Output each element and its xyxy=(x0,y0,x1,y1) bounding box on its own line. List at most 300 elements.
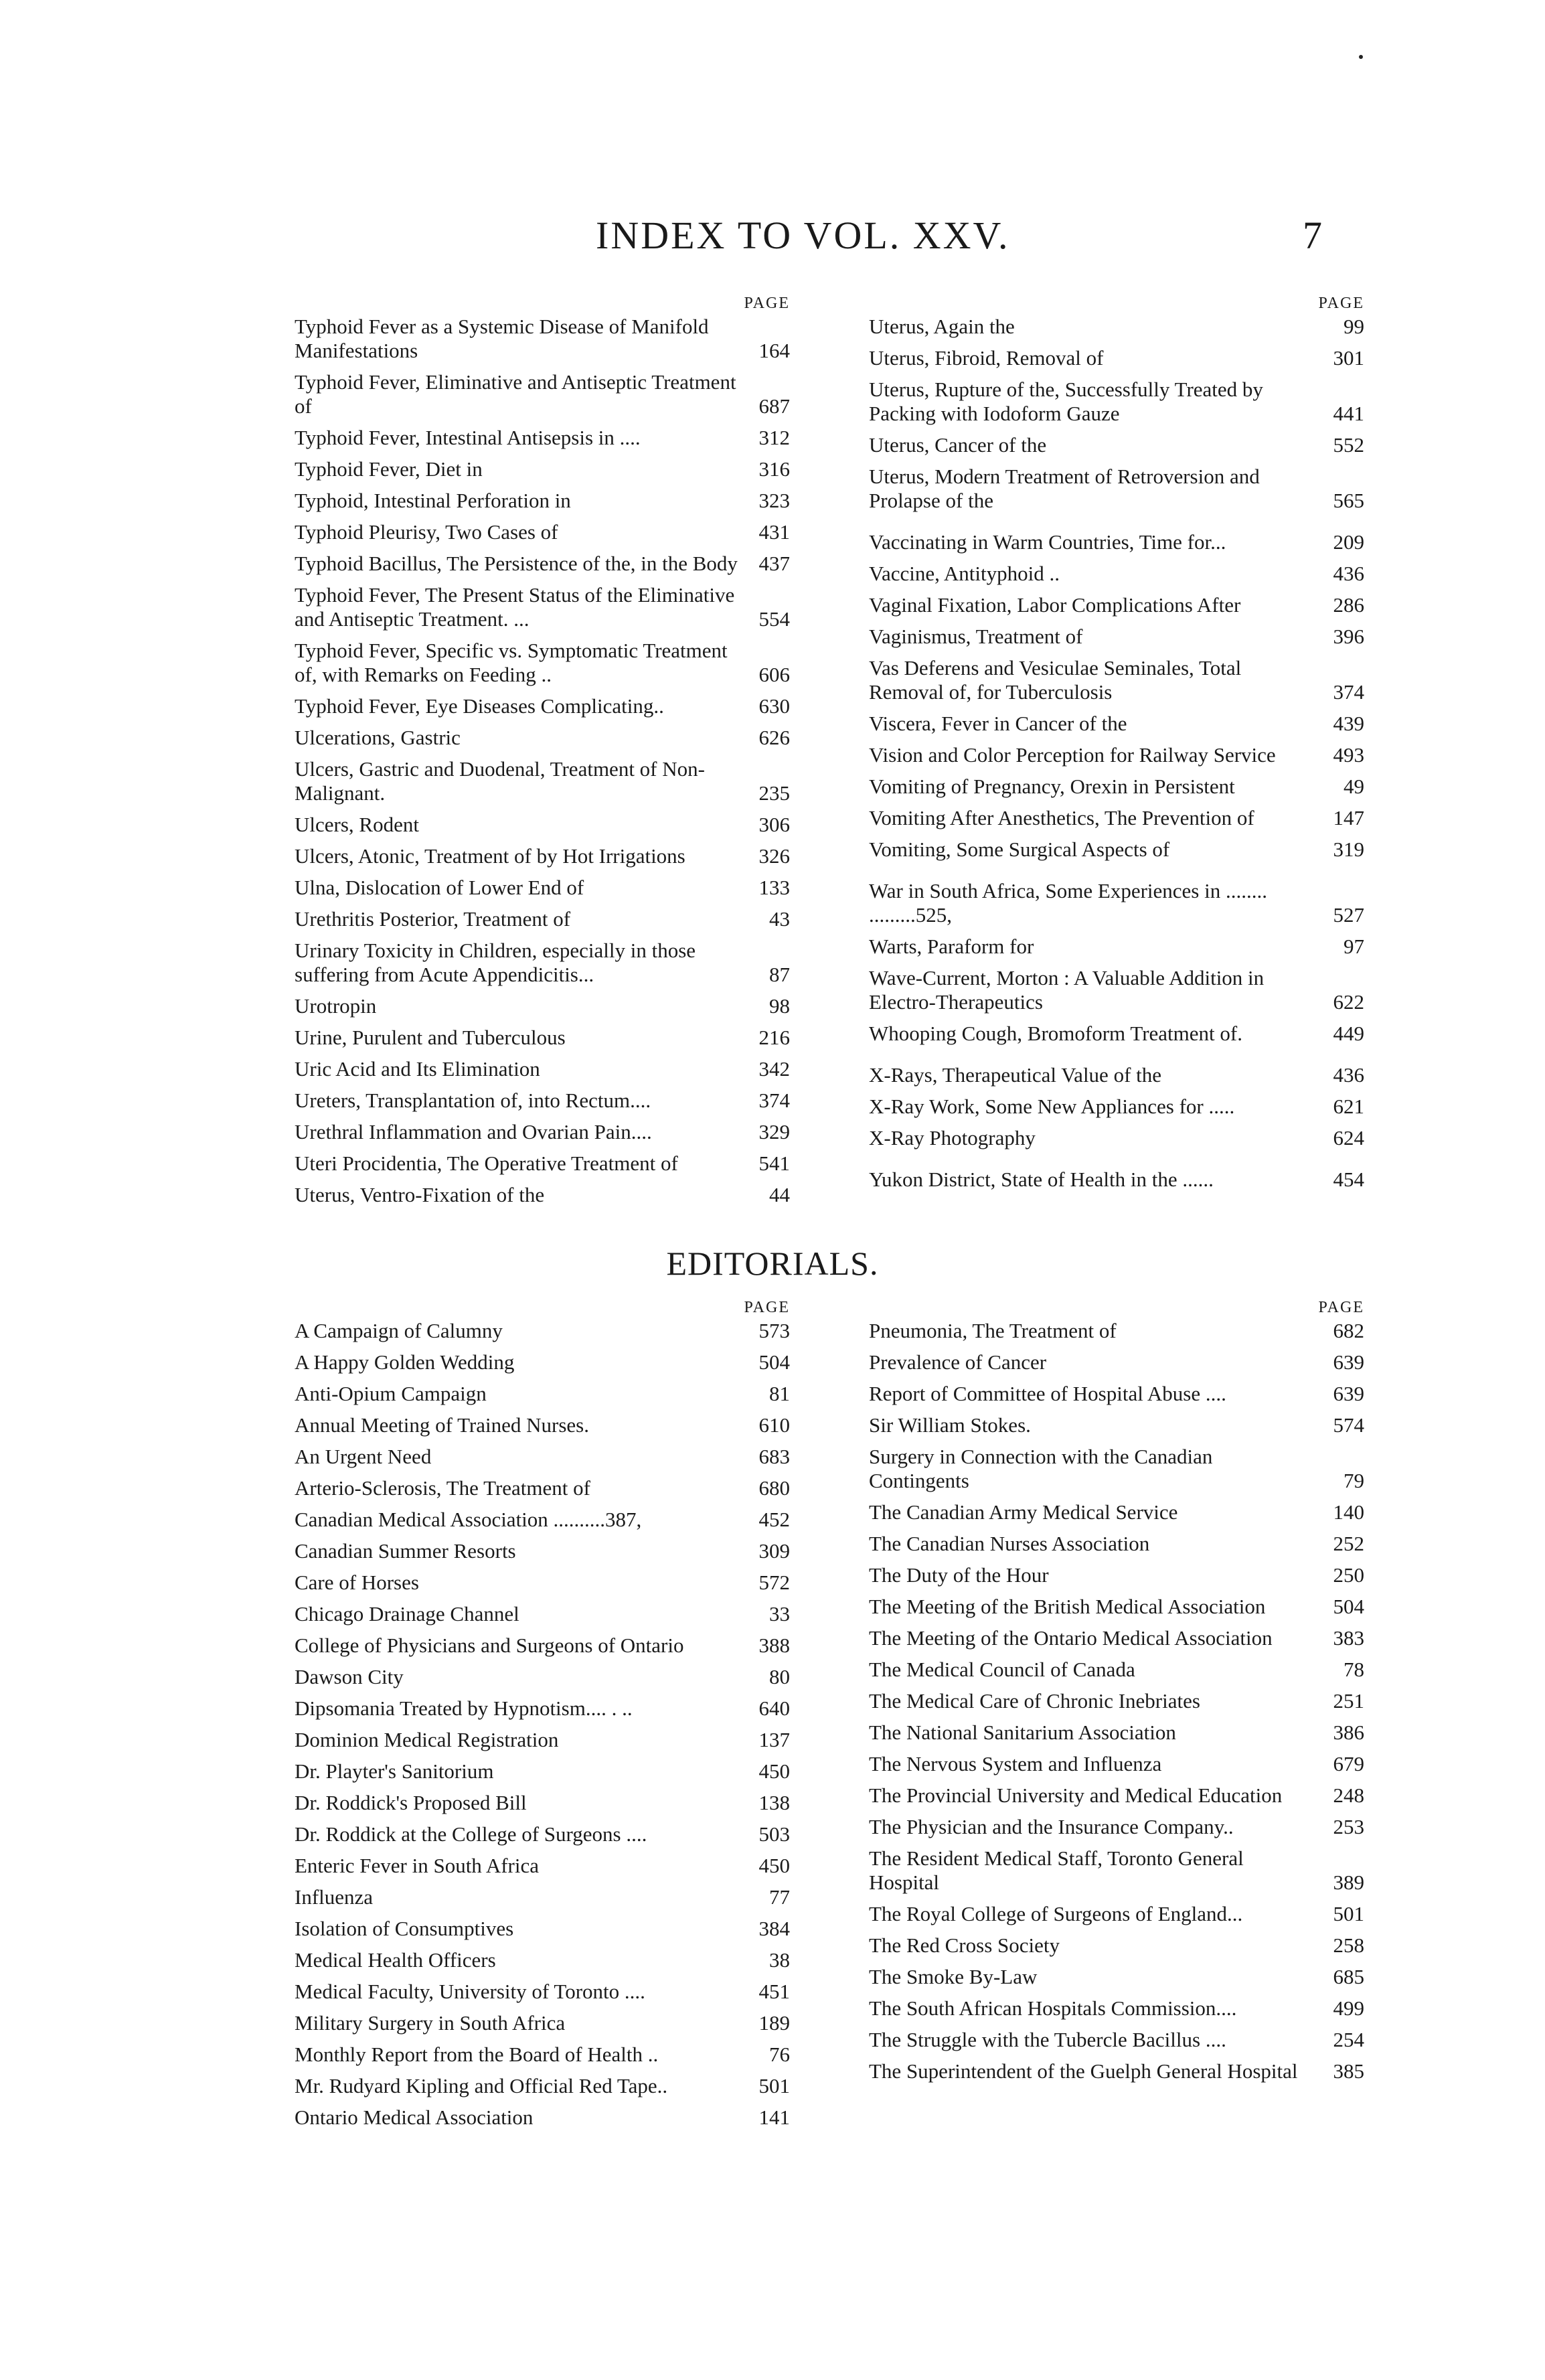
entry-title: The Smoke By-Law xyxy=(869,1965,1038,1988)
entry-page-number: 574 xyxy=(1333,1413,1364,1437)
entry-title: Mr. Rudyard Kipling and Official Red Tape.. xyxy=(295,2074,668,2097)
entry-title: Uteri Procidentia, The Operative Treatment of xyxy=(295,1152,678,1175)
index-entry xyxy=(869,1846,1364,1895)
entry-title: Annual Meeting of Trained Nurses. xyxy=(295,1413,589,1437)
entry-title: Dipsomania Treated by Hypnotism.... . .. xyxy=(295,1696,633,1720)
entry-title: Ontario Medical Association xyxy=(295,2106,534,2129)
index-entry xyxy=(295,1152,790,1176)
index-entry xyxy=(295,552,790,576)
entry-page-number: 33 xyxy=(769,1602,790,1625)
entry-title: Uterus, Rupture of the, Successfully Treated by Packing with Iodoform Gauze xyxy=(869,378,1263,425)
index-entry xyxy=(295,1917,790,1941)
entry-page-number: 44 xyxy=(769,1183,790,1206)
entry-page-number: 431 xyxy=(758,520,790,544)
entry-title: The Canadian Nurses Association xyxy=(869,1532,1150,1555)
entry-page-number: 436 xyxy=(1333,1063,1364,1087)
entry-page-number: 78 xyxy=(1344,1658,1364,1681)
index-entry xyxy=(869,1658,1364,1682)
index-entry xyxy=(869,775,1364,799)
entry-title: Chicago Drainage Channel xyxy=(295,1602,519,1625)
index-entry xyxy=(295,1382,790,1406)
entry-title: Vision and Color Perception for Railway Service xyxy=(869,743,1276,767)
entry-page-number: 499 xyxy=(1333,1996,1364,2020)
entry-title: Medical Health Officers xyxy=(295,1948,496,1972)
entry-page-number: 248 xyxy=(1333,1783,1364,1807)
index-entry xyxy=(869,712,1364,736)
entry-title: Typhoid Fever, Intestinal Antisepsis in .... xyxy=(295,426,641,449)
entry-title: Dominion Medical Registration xyxy=(295,1728,559,1751)
index-entry xyxy=(295,1476,790,1500)
ink-dot xyxy=(1359,55,1363,59)
entry-page-number: 501 xyxy=(1333,1902,1364,1925)
running-header xyxy=(0,213,1545,260)
entry-page-number: 76 xyxy=(769,2043,790,2066)
entry-page-number: 306 xyxy=(758,813,790,836)
entry-title: Urethral Inflammation and Ovarian Pain.... xyxy=(295,1120,652,1143)
index-entry xyxy=(295,2106,790,2130)
entry-title: Arterio-Sclerosis, The Treatment of xyxy=(295,1476,590,1500)
entry-title: The Resident Medical Staff, Toronto General Hospital xyxy=(869,1846,1244,1894)
entry-page-number: 384 xyxy=(758,1917,790,1940)
index-entry xyxy=(295,2074,790,2098)
entry-page-number: 685 xyxy=(1333,1965,1364,1988)
index-entry xyxy=(295,1822,790,1846)
entry-page-number: 452 xyxy=(758,1508,790,1531)
entry-page-number: 680 xyxy=(758,1476,790,1500)
index-entry xyxy=(295,1791,790,1815)
index-entry xyxy=(869,1595,1364,1619)
index-entry xyxy=(869,806,1364,830)
entry-title: The Canadian Army Medical Service xyxy=(869,1500,1178,1524)
index-entry xyxy=(869,625,1364,649)
index-entry xyxy=(295,1759,790,1783)
entry-title: Typhoid Fever, The Present Status of the Eliminative and Antiseptic Treatment. ... xyxy=(295,583,735,631)
entry-page-number: 252 xyxy=(1333,1532,1364,1555)
entry-page-number: 493 xyxy=(1333,743,1364,767)
entry-title: X-Ray Photography xyxy=(869,1126,1036,1149)
entry-title: Vaginismus, Treatment of xyxy=(869,625,1083,648)
column-head: PAGE xyxy=(1318,1299,1364,1316)
entry-page-number: 450 xyxy=(758,1854,790,1877)
index-entry xyxy=(295,994,790,1018)
entry-title: Typhoid Fever as a Systemic Disease of Manifold Manifestations xyxy=(295,315,709,362)
entry-page-number: 140 xyxy=(1333,1500,1364,1524)
index-entry xyxy=(869,315,1364,339)
index-entry xyxy=(869,1095,1364,1119)
index-entry xyxy=(295,426,790,450)
entry-title: Care of Horses xyxy=(295,1571,419,1594)
entry-page-number: 541 xyxy=(758,1152,790,1175)
entry-title: X-Rays, Therapeutical Value of the xyxy=(869,1063,1162,1087)
index-entry xyxy=(869,1783,1364,1808)
index-entry xyxy=(295,1665,790,1689)
entry-page-number: 687 xyxy=(758,394,790,418)
entry-title: Military Surgery in South Africa xyxy=(295,2011,566,2035)
index-entry xyxy=(869,1965,1364,1989)
entry-page-number: 250 xyxy=(1333,1563,1364,1587)
entry-page-number: 216 xyxy=(758,1026,790,1049)
entry-title: Warts, Paraform for xyxy=(869,935,1034,958)
entry-page-number: 552 xyxy=(1333,433,1364,457)
entry-title: Ulcers, Rodent xyxy=(295,813,419,836)
index-entry xyxy=(869,1815,1364,1839)
entry-page-number: 164 xyxy=(758,339,790,362)
entry-title: The Meeting of the Ontario Medical Association xyxy=(869,1626,1273,1650)
index-entry xyxy=(295,1183,790,1207)
index-entry xyxy=(869,1063,1364,1087)
entry-page-number: 326 xyxy=(758,844,790,868)
entry-title: The Superintendent of the Guelph General Hospital xyxy=(869,2059,1298,2083)
entry-title: Surgery in Connection with the Canadian Contingents xyxy=(869,1445,1213,1492)
entry-title: Isolation of Consumptives xyxy=(295,1917,514,1940)
entry-page-number: 437 xyxy=(758,552,790,575)
entry-title: Prevalence of Cancer xyxy=(869,1350,1047,1374)
entry-title: Vas Deferens and Vesiculae Seminales, Total Removal of, for Tuberculosis xyxy=(869,656,1242,704)
entry-title: Uterus, Cancer of the xyxy=(869,433,1047,457)
index-entry xyxy=(869,1382,1364,1406)
entry-page-number: 329 xyxy=(758,1120,790,1143)
entry-title: Uterus, Fibroid, Removal of xyxy=(869,346,1104,370)
index-entry xyxy=(295,1413,790,1437)
index-entry xyxy=(869,1626,1364,1650)
index-entry xyxy=(869,1563,1364,1587)
entry-title: Typhoid Pleurisy, Two Cases of xyxy=(295,520,558,544)
entry-title: Typhoid Fever, Diet in xyxy=(295,457,483,481)
entry-page-number: 626 xyxy=(758,726,790,749)
column-head: PAGE xyxy=(744,1299,790,1316)
index-entry xyxy=(869,1721,1364,1745)
index-entry xyxy=(869,935,1364,959)
entry-title: Ulcerations, Gastric xyxy=(295,726,461,749)
entry-page-number: 99 xyxy=(1344,315,1364,338)
entry-page-number: 624 xyxy=(1333,1126,1364,1149)
entry-page-number: 454 xyxy=(1333,1168,1364,1191)
entry-page-number: 133 xyxy=(758,876,790,899)
index-entry xyxy=(295,844,790,868)
entry-page-number: 554 xyxy=(758,607,790,631)
entry-title: The Medical Care of Chronic Inebriates xyxy=(869,1689,1200,1713)
entry-title: The Meeting of the British Medical Association xyxy=(869,1595,1266,1618)
entry-title: Dr. Roddick's Proposed Bill xyxy=(295,1791,527,1814)
page-title: INDEX TO VOL. XXV. xyxy=(596,214,1010,257)
entry-page-number: 622 xyxy=(1333,990,1364,1014)
index-entry xyxy=(295,1539,790,1563)
index-entry xyxy=(869,530,1364,554)
entry-title: Canadian Medical Association ..........387, xyxy=(295,1508,642,1531)
entry-page-number: 316 xyxy=(758,457,790,481)
entry-title: Ulcers, Atonic, Treatment of by Hot Irrigations xyxy=(295,844,685,868)
index-entry xyxy=(295,694,790,718)
index-entry xyxy=(869,1445,1364,1493)
entry-page-number: 137 xyxy=(758,1728,790,1751)
entry-title: An Urgent Need xyxy=(295,1445,432,1468)
index-column-left xyxy=(295,295,790,1214)
entry-title: X-Ray Work, Some New Appliances for ..... xyxy=(869,1095,1235,1118)
entry-page-number: 301 xyxy=(1333,346,1364,370)
index-entry xyxy=(295,939,790,987)
entry-title: Vomiting, Some Surgical Aspects of xyxy=(869,838,1170,861)
editorials-column-right xyxy=(869,1299,1364,2091)
entry-page-number: 389 xyxy=(1333,1871,1364,1894)
index-entry xyxy=(295,813,790,837)
index-entry xyxy=(869,1500,1364,1524)
entry-page-number: 374 xyxy=(1333,680,1364,704)
index-entry xyxy=(869,1752,1364,1776)
entry-title: Dr. Playter's Sanitorium xyxy=(295,1759,494,1783)
entry-page-number: 572 xyxy=(758,1571,790,1594)
entry-page-number: 565 xyxy=(1333,489,1364,512)
entry-page-number: 639 xyxy=(1333,1382,1364,1405)
entry-page-number: 38 xyxy=(769,1948,790,1972)
entry-page-number: 138 xyxy=(758,1791,790,1814)
entry-page-number: 640 xyxy=(758,1696,790,1720)
index-entry xyxy=(869,1022,1364,1046)
entry-page-number: 639 xyxy=(1333,1350,1364,1374)
entry-title: A Campaign of Calumny xyxy=(295,1319,503,1342)
entry-page-number: 439 xyxy=(1333,712,1364,735)
entry-page-number: 209 xyxy=(1333,530,1364,554)
entry-title: Dr. Roddick at the College of Surgeons .... xyxy=(295,1822,647,1846)
entry-page-number: 49 xyxy=(1344,775,1364,798)
entry-title: Uric Acid and Its Elimination xyxy=(295,1057,540,1081)
entry-title: Anti-Opium Campaign xyxy=(295,1382,487,1405)
entry-title: Ulcers, Gastric and Duodenal, Treatment of Non-Malignant. xyxy=(295,757,705,805)
entry-title: Influenza xyxy=(295,1885,374,1909)
entry-page-number: 81 xyxy=(769,1382,790,1405)
index-entry xyxy=(869,2028,1364,2052)
entry-title: Typhoid Fever, Eye Diseases Complicating.. xyxy=(295,694,664,718)
entry-page-number: 98 xyxy=(769,994,790,1018)
index-entry xyxy=(295,1948,790,1972)
entry-title: Vomiting of Pregnancy, Orexin in Persistent xyxy=(869,775,1235,798)
entry-page-number: 253 xyxy=(1333,1815,1364,1838)
entry-title: The Provincial University and Medical Education xyxy=(869,1783,1283,1807)
entry-title: Sir William Stokes. xyxy=(869,1413,1031,1437)
entry-title: Wave-Current, Morton : A Valuable Addition in Electro-Therapeutics xyxy=(869,966,1265,1014)
index-entry xyxy=(869,2059,1364,2083)
entry-page-number: 374 xyxy=(758,1089,790,1112)
index-entry xyxy=(869,1413,1364,1437)
entry-title: Vaccine, Antityphoid .. xyxy=(869,562,1060,585)
entry-title: Ulna, Dislocation of Lower End of xyxy=(295,876,584,899)
entry-page-number: 504 xyxy=(758,1350,790,1374)
entry-page-number: 235 xyxy=(758,781,790,805)
entry-title: Typhoid Bacillus, The Persistence of the, in the Body xyxy=(295,552,738,575)
index-entry xyxy=(295,520,790,544)
entry-page-number: 504 xyxy=(1333,1595,1364,1618)
entry-title: Typhoid, Intestinal Perforation in xyxy=(295,489,571,512)
index-entry xyxy=(295,907,790,931)
index-entry xyxy=(295,583,790,631)
entry-page-number: 682 xyxy=(1333,1319,1364,1342)
column-head: PAGE xyxy=(744,295,790,312)
index-entry xyxy=(869,378,1364,426)
entry-title: Pneumonia, The Treatment of xyxy=(869,1319,1117,1342)
entry-title: Urethritis Posterior, Treatment of xyxy=(295,907,571,931)
index-entry xyxy=(869,1532,1364,1556)
index-entry xyxy=(869,879,1364,927)
entry-page-number: 396 xyxy=(1333,625,1364,648)
entry-page-number: 87 xyxy=(769,963,790,986)
index-entry xyxy=(869,1319,1364,1343)
entry-title: Typhoid Fever, Eliminative and Antiseptic Treatment of xyxy=(295,370,736,418)
index-entry xyxy=(869,465,1364,513)
entry-page-number: 606 xyxy=(758,663,790,686)
editorials-list-left xyxy=(295,1319,790,2130)
index-entry xyxy=(869,1689,1364,1713)
index-entry xyxy=(295,2043,790,2067)
index-entry xyxy=(295,726,790,750)
entry-page-number: 286 xyxy=(1333,593,1364,617)
index-entry xyxy=(295,639,790,687)
index-entry xyxy=(295,1350,790,1374)
entry-title: Vaccinating in Warm Countries, Time for... xyxy=(869,530,1226,554)
column-head: PAGE xyxy=(1318,295,1364,312)
entry-page-number: 319 xyxy=(1333,838,1364,861)
entry-title: Ureters, Transplantation of, into Rectum.... xyxy=(295,1089,651,1112)
entry-page-number: 450 xyxy=(758,1759,790,1783)
entry-title: Yukon District, State of Health in the ...... xyxy=(869,1168,1214,1191)
entry-page-number: 385 xyxy=(1333,2059,1364,2083)
entry-page-number: 97 xyxy=(1344,935,1364,958)
entry-page-number: 254 xyxy=(1333,2028,1364,2051)
index-entry xyxy=(869,346,1364,370)
entry-page-number: 630 xyxy=(758,694,790,718)
index-entry xyxy=(295,457,790,481)
entry-page-number: 449 xyxy=(1333,1022,1364,1045)
entry-page-number: 388 xyxy=(758,1634,790,1657)
entry-page-number: 147 xyxy=(1333,806,1364,829)
index-entry xyxy=(869,1933,1364,1958)
index-entry xyxy=(295,315,790,363)
index-entry xyxy=(869,1902,1364,1926)
index-entry xyxy=(295,1634,790,1658)
entry-title: Medical Faculty, University of Toronto .... xyxy=(295,1980,645,2003)
index-entry xyxy=(295,489,790,513)
entry-title: The Duty of the Hour xyxy=(869,1563,1049,1587)
entry-page-number: 141 xyxy=(758,2106,790,2129)
entry-page-number: 501 xyxy=(758,2074,790,2097)
index-list-left xyxy=(295,315,790,1207)
entry-page-number: 309 xyxy=(758,1539,790,1563)
entry-title: War in South Africa, Some Experiences in ........ .........525, xyxy=(869,879,1267,927)
entry-title: Uterus, Ventro-Fixation of the xyxy=(295,1183,545,1206)
entry-page-number: 80 xyxy=(769,1665,790,1688)
entry-title: The Physician and the Insurance Company.. xyxy=(869,1815,1234,1838)
index-entry xyxy=(295,1445,790,1469)
entry-page-number: 77 xyxy=(769,1885,790,1909)
entry-page-number: 683 xyxy=(758,1445,790,1468)
entry-title: Viscera, Fever in Cancer of the xyxy=(869,712,1127,735)
entry-page-number: 503 xyxy=(758,1822,790,1846)
index-entry xyxy=(295,1980,790,2004)
index-entry xyxy=(869,1350,1364,1374)
entry-page-number: 251 xyxy=(1333,1689,1364,1713)
index-entry xyxy=(295,1508,790,1532)
entry-title: Vomiting After Anesthetics, The Prevention of xyxy=(869,806,1254,829)
index-entry xyxy=(295,1854,790,1878)
entry-title: The Struggle with the Tubercle Bacillus .... xyxy=(869,2028,1226,2051)
index-entry xyxy=(295,1885,790,1909)
index-entry xyxy=(869,562,1364,586)
entry-page-number: 436 xyxy=(1333,562,1364,585)
index-entry xyxy=(295,1602,790,1626)
entry-page-number: 79 xyxy=(1344,1469,1364,1492)
index-entry xyxy=(869,656,1364,704)
index-entry xyxy=(295,1120,790,1144)
entry-page-number: 312 xyxy=(758,426,790,449)
index-entry xyxy=(869,966,1364,1014)
page-number: 7 xyxy=(1303,214,1322,257)
index-entry xyxy=(869,433,1364,457)
index-entry xyxy=(295,1696,790,1721)
index-entry xyxy=(869,1126,1364,1150)
index-entry xyxy=(295,1026,790,1050)
index-entry xyxy=(295,876,790,900)
entry-title: A Happy Golden Wedding xyxy=(295,1350,515,1374)
entry-title: College of Physicians and Surgeons of Ontario xyxy=(295,1634,684,1657)
entry-page-number: 451 xyxy=(758,1980,790,2003)
entry-title: Canadian Summer Resorts xyxy=(295,1539,516,1563)
entry-title: The Nervous System and Influenza xyxy=(869,1752,1162,1775)
entry-page-number: 527 xyxy=(1333,903,1364,927)
entry-title: Urotropin xyxy=(295,994,377,1018)
entry-title: Urine, Purulent and Tuberculous xyxy=(295,1026,566,1049)
entry-title: Report of Committee of Hospital Abuse .... xyxy=(869,1382,1226,1405)
index-entry xyxy=(295,1728,790,1752)
entry-title: Whooping Cough, Bromoform Treatment of. xyxy=(869,1022,1242,1045)
entry-page-number: 441 xyxy=(1333,402,1364,425)
entry-page-number: 386 xyxy=(1333,1721,1364,1744)
entry-title: Vaginal Fixation, Labor Complications After xyxy=(869,593,1241,617)
entry-title: Enteric Fever in South Africa xyxy=(295,1854,540,1877)
editorials-column-left xyxy=(295,1299,790,2137)
entry-page-number: 43 xyxy=(769,907,790,931)
entry-title: Uterus, Again the xyxy=(869,315,1015,338)
index-entry xyxy=(295,1057,790,1081)
entry-title: Typhoid Fever, Specific vs. Symptomatic Treatment of, with Remarks on Feeding .. xyxy=(295,639,728,686)
entry-title: The South African Hospitals Commission.... xyxy=(869,1996,1237,2020)
index-entry xyxy=(869,838,1364,862)
index-entry xyxy=(869,593,1364,617)
entry-page-number: 383 xyxy=(1333,1626,1364,1650)
index-entry xyxy=(869,1168,1364,1192)
entry-page-number: 679 xyxy=(1333,1752,1364,1775)
entry-page-number: 610 xyxy=(758,1413,790,1437)
entry-title: The Medical Council of Canada xyxy=(869,1658,1135,1681)
index-entry xyxy=(295,2011,790,2035)
entry-title: Urinary Toxicity in Children, especially in those suffering from Acute Appendicitis... xyxy=(295,939,696,986)
editorials-list-right xyxy=(869,1319,1364,2083)
editorials-heading: EDITORIALS. xyxy=(666,1245,879,1282)
index-entry xyxy=(295,1319,790,1343)
entry-page-number: 323 xyxy=(758,489,790,512)
entry-title: The National Sanitarium Association xyxy=(869,1721,1176,1744)
entry-page-number: 573 xyxy=(758,1319,790,1342)
entry-page-number: 621 xyxy=(1333,1095,1364,1118)
entry-page-number: 258 xyxy=(1333,1933,1364,1957)
index-entry xyxy=(869,743,1364,767)
entry-title: Dawson City xyxy=(295,1665,404,1688)
entry-page-number: 189 xyxy=(758,2011,790,2035)
entry-page-number: 342 xyxy=(758,1057,790,1081)
index-column-right xyxy=(869,295,1364,1199)
entry-title: The Red Cross Society xyxy=(869,1933,1060,1957)
entry-title: Monthly Report from the Board of Health .. xyxy=(295,2043,659,2066)
entry-title: Uterus, Modern Treatment of Retroversion and Prolapse of the xyxy=(869,465,1260,512)
index-entry xyxy=(295,1089,790,1113)
entry-title: The Royal College of Surgeons of England... xyxy=(869,1902,1243,1925)
